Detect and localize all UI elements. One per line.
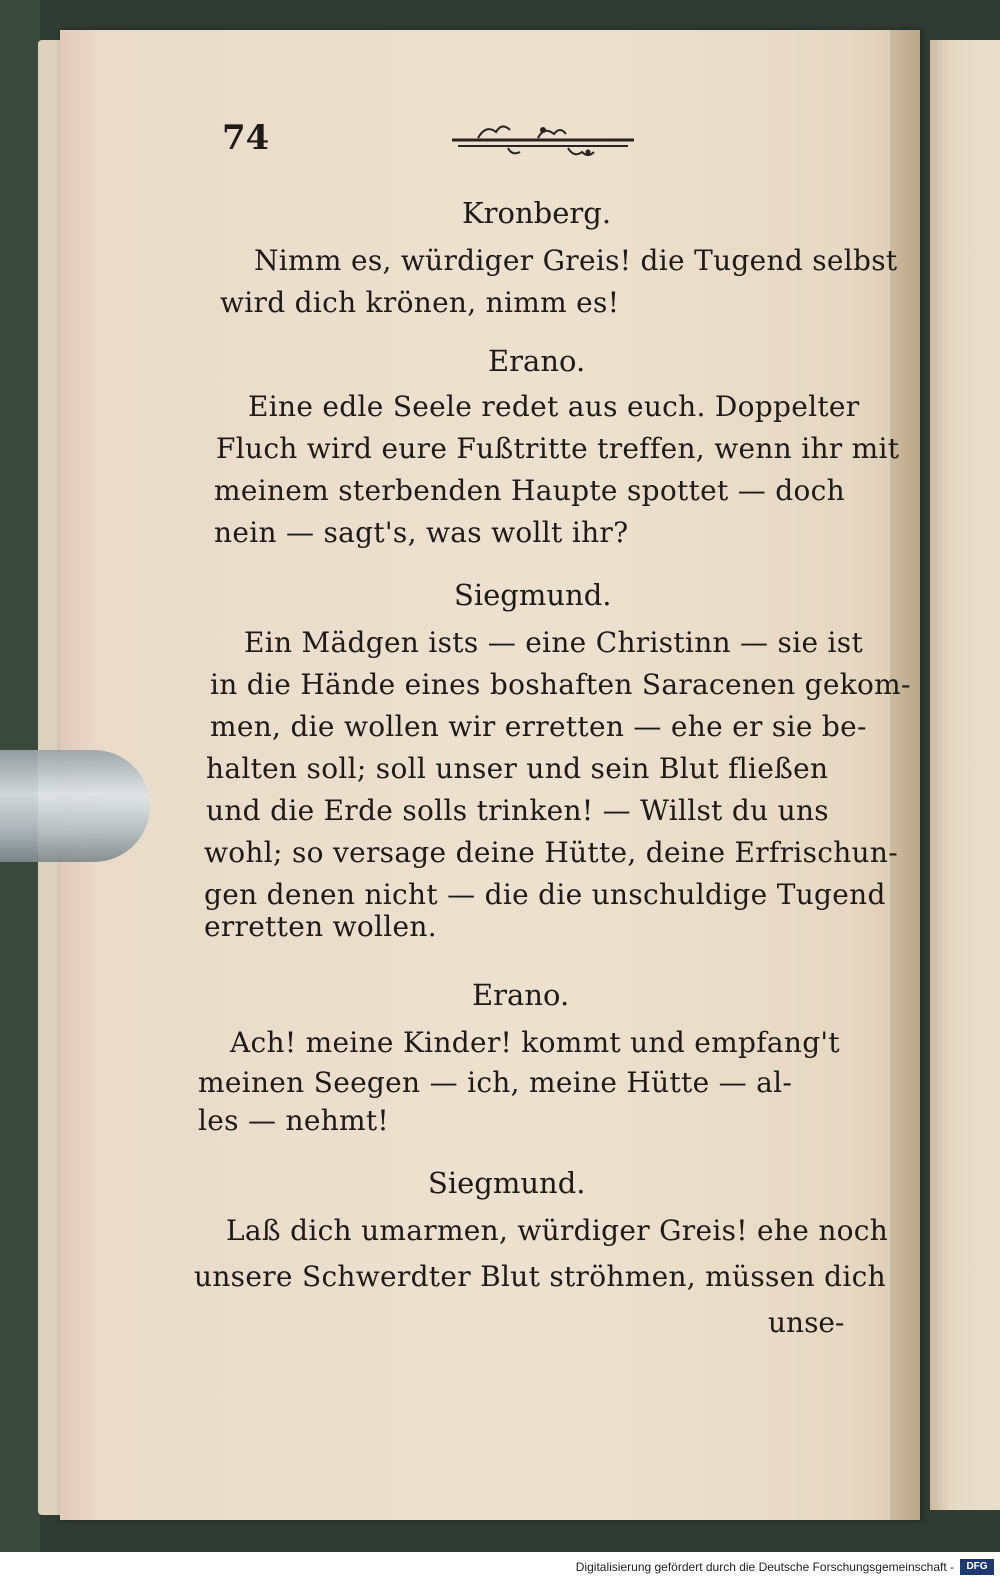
text-line: Fluch wird eure Fußtritte treffen, wenn ihr mit xyxy=(216,432,900,465)
facing-page-edge xyxy=(930,40,1000,1510)
speaker-name: Erano. xyxy=(472,978,570,1012)
text-line: wird dich krönen, nimm es! xyxy=(220,286,620,319)
text-line: und die Erde solls trinken! — Willst du uns xyxy=(206,794,829,827)
text-line: les — nehmt! xyxy=(198,1104,389,1137)
text-line: Laß dich umarmen, würdiger Greis! ehe noch xyxy=(226,1214,889,1247)
text-line: Ein Mädgen ists — eine Christinn — sie ist xyxy=(244,626,864,659)
text-line: Nimm es, würdiger Greis! die Tugend selbst xyxy=(254,244,898,277)
text-line: meinem sterbenden Haupte spottet — doch xyxy=(214,474,845,507)
text-line: meinen Seegen — ich, meine Hütte — al- xyxy=(198,1066,793,1099)
text-line: men, die wollen wir erretten — ehe er sie be- xyxy=(210,710,867,743)
text-line: wohl; so versage deine Hütte, deine Erfrischun- xyxy=(204,836,898,869)
text-line: Ach! meine Kinder! kommt und empfang't xyxy=(230,1026,840,1059)
catchword: unse- xyxy=(768,1306,845,1339)
speaker-name: Siegmund. xyxy=(428,1166,586,1200)
page-number: 74 xyxy=(222,118,270,158)
text-line: in die Hände eines boshaften Saracenen gekom- xyxy=(210,668,911,701)
text-line: gen denen nicht — die die unschuldige Tugend xyxy=(204,878,886,911)
ornament-vignette xyxy=(448,118,638,164)
dfg-logo: DFG xyxy=(960,1559,994,1575)
page-holder-clip xyxy=(0,750,150,862)
speaker-name: Siegmund. xyxy=(454,578,612,612)
text-line: Eine edle Seele redet aus euch. Doppelter xyxy=(248,390,860,423)
text-line: nein — sagt's, was wollt ihr? xyxy=(214,516,629,549)
text-line: halten soll; soll unser und sein Blut fließen xyxy=(206,752,829,785)
footer-bar xyxy=(0,1552,1000,1586)
funding-credit: Digitalisierung gefördert durch die Deutsche Forschungsgemeinschaft - xyxy=(575,1560,954,1574)
speaker-name: Erano. xyxy=(488,344,586,378)
text-line: unsere Schwerdter Blut ströhmen, müssen dich xyxy=(194,1260,886,1293)
speaker-name: Kronberg. xyxy=(462,196,612,230)
text-line: erretten wollen. xyxy=(204,910,437,943)
